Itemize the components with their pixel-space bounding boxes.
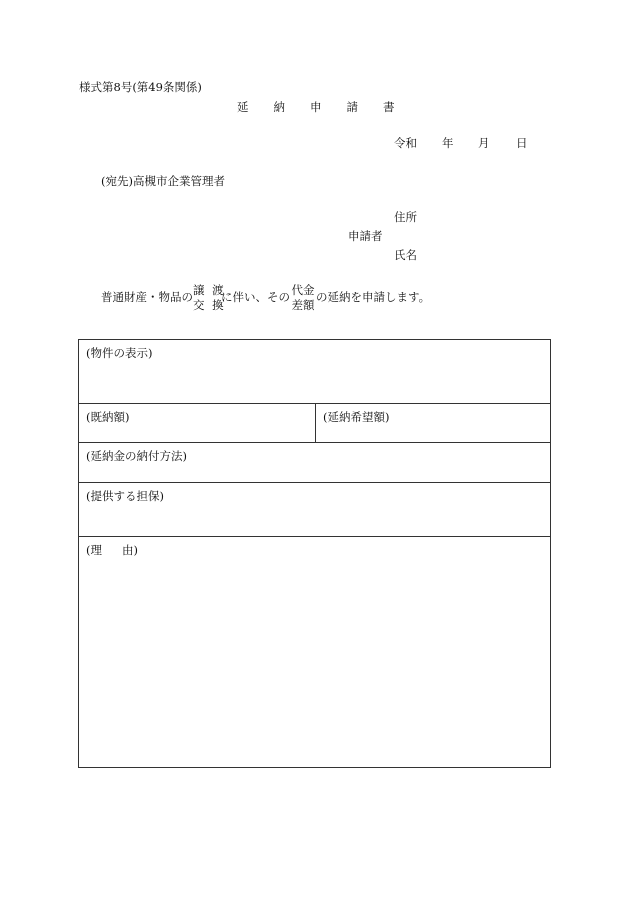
transfer-exchange-choice: [193, 283, 226, 313]
title-char: 請: [346, 100, 358, 114]
paid-amount-label: (既納額): [86, 410, 130, 424]
payment-method-row[interactable]: [79, 443, 550, 483]
statement-middle: に伴い、その: [221, 290, 290, 305]
item-display-row[interactable]: [79, 340, 550, 404]
form-number: 様式第8号(第49条関係): [79, 80, 202, 94]
choice-price: 代金: [291, 283, 315, 297]
date-month: 月: [478, 136, 490, 150]
statement-prefix: 普通財産・物品の: [101, 290, 193, 305]
statement-suffix: の延納を申請します。: [316, 290, 431, 305]
applicant-label: 申請者: [348, 229, 383, 243]
date-year: 年: [442, 136, 454, 150]
date-era: 令和: [394, 136, 417, 150]
reason-label: [86, 545, 138, 557]
title-char: 書: [383, 100, 395, 114]
name-label: 氏名: [394, 248, 417, 262]
collateral-label: (提供する担保): [86, 489, 164, 503]
application-form-table: [78, 339, 551, 768]
price-difference-choice: [290, 283, 316, 313]
title-char: 延: [237, 100, 249, 114]
item-display-label: (物件の表示): [86, 346, 153, 360]
choice-exchange: 交 換: [193, 298, 226, 312]
date-line: [394, 138, 528, 150]
date-day: 日: [516, 136, 528, 150]
cell-divider: [315, 404, 316, 442]
reason-row[interactable]: [79, 537, 550, 767]
document-title: [237, 102, 395, 114]
addressee: (宛先)高槻市企業管理者: [101, 174, 225, 188]
payment-method-label: (延納金の納付方法): [86, 449, 187, 463]
choice-transfer: 譲 渡: [193, 283, 226, 297]
reason-open: (理: [86, 543, 102, 557]
title-char: 納: [273, 100, 285, 114]
amount-row: [79, 404, 550, 443]
collateral-row[interactable]: [79, 483, 550, 537]
reason-close: 由): [122, 543, 138, 557]
address-label: 住所: [394, 210, 417, 224]
choice-difference: 差額: [291, 298, 315, 312]
deferred-amount-label: (延納希望額): [323, 410, 390, 424]
title-char: 申: [310, 100, 322, 114]
application-statement: [101, 283, 430, 313]
